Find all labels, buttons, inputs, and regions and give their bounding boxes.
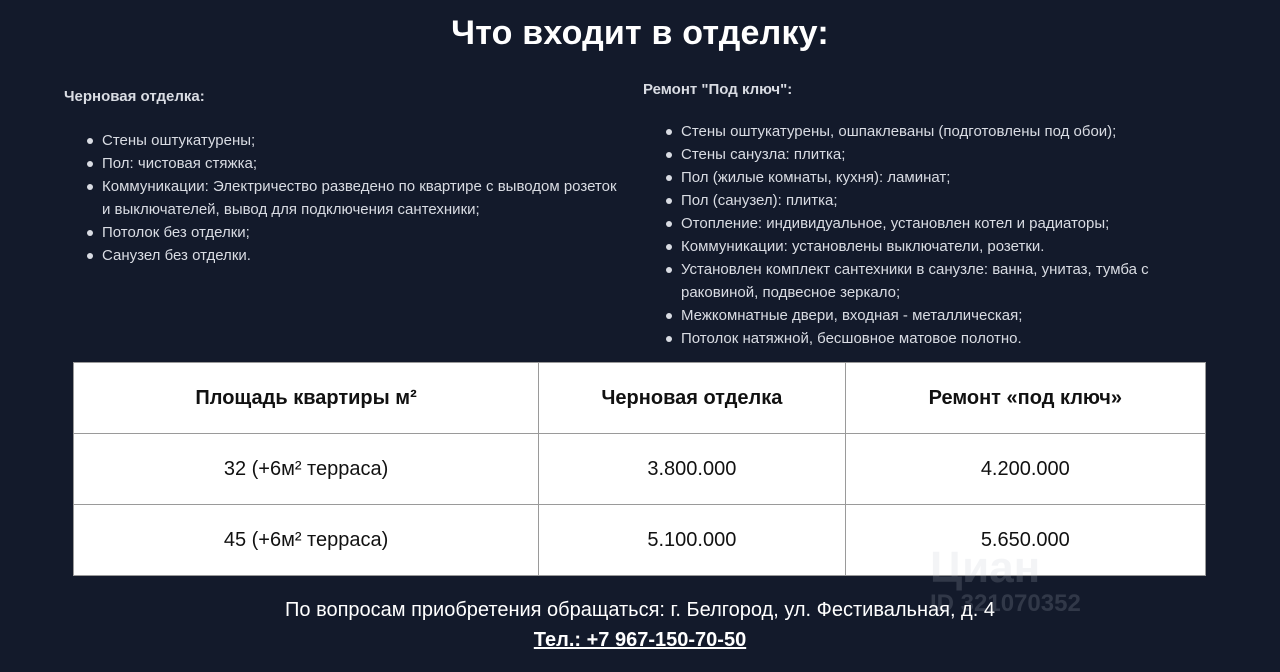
list-item: Стены оштукатурены, ошпаклеваны (подготовлены под обои); (681, 120, 1203, 143)
turnkey-heading: Ремонт "Под ключ": (643, 81, 793, 98)
phone-link[interactable]: Тел.: +7 967-150-70-50 (533, 629, 747, 651)
list-item: Потолок натяжной, бесшовное матовое полотно. (681, 327, 1203, 350)
contact-phone-wrapper (0, 629, 1280, 652)
list-item: Пол (жилые комнаты, кухня): ламинат; (681, 166, 1203, 189)
list-item: Стены оштукатурены; (102, 129, 624, 152)
list-item: Санузел без отделки. (102, 244, 624, 267)
list-item: Стены санузла: плитка; (681, 143, 1203, 166)
list-item: Межкомнатные двери, входная - металлическая; (681, 304, 1203, 327)
cell-area: 45 (+6м² терраса) (74, 505, 539, 576)
page-title: Что входит в отделку: (451, 14, 829, 52)
cell-rough-price: 3.800.000 (539, 434, 846, 505)
header-rough: Черновая отделка (539, 363, 846, 434)
list-item: Отопление: индивидуальное, установлен котел и радиаторы; (681, 212, 1203, 235)
turnkey-section (643, 81, 1203, 350)
cell-turnkey-price: 5.650.000 (845, 505, 1205, 576)
list-item: Потолок без отделки; (102, 221, 624, 244)
list-item: Коммуникации: Электричество разведено по квартире с выводом розеток и выключателей, вывод для подключения сантехники; (102, 175, 624, 221)
list-item: Установлен комплект сантехники в санузле: ванна, унитаз, тумба с раковиной, подвесное зеркало; (681, 258, 1203, 304)
rough-finish-list (64, 129, 624, 267)
turnkey-list (643, 120, 1203, 350)
cell-rough-price: 5.100.000 (539, 505, 846, 576)
rough-finish-heading: Черновая отделка: (64, 88, 205, 105)
rough-finish-section (64, 88, 624, 267)
list-item: Пол: чистовая стяжка; (102, 152, 624, 175)
list-item: Пол (санузел): плитка; (681, 189, 1203, 212)
header-area: Площадь квартиры м² (74, 363, 539, 434)
table-header-row (74, 363, 1206, 434)
watermark-id: ID 321070352 (930, 590, 1081, 617)
header-turnkey: Ремонт «под ключ» (845, 363, 1205, 434)
contact-address: По вопросам приобретения обращаться: г. Белгород, ул. Фестивальная, д. 4 (285, 599, 995, 621)
watermark-brand: Циан (930, 543, 1041, 592)
cell-area: 32 (+6м² терраса) (74, 434, 539, 505)
list-item: Коммуникации: установлены выключатели, розетки. (681, 235, 1203, 258)
table-row (74, 434, 1206, 505)
cell-turnkey-price: 4.200.000 (845, 434, 1205, 505)
